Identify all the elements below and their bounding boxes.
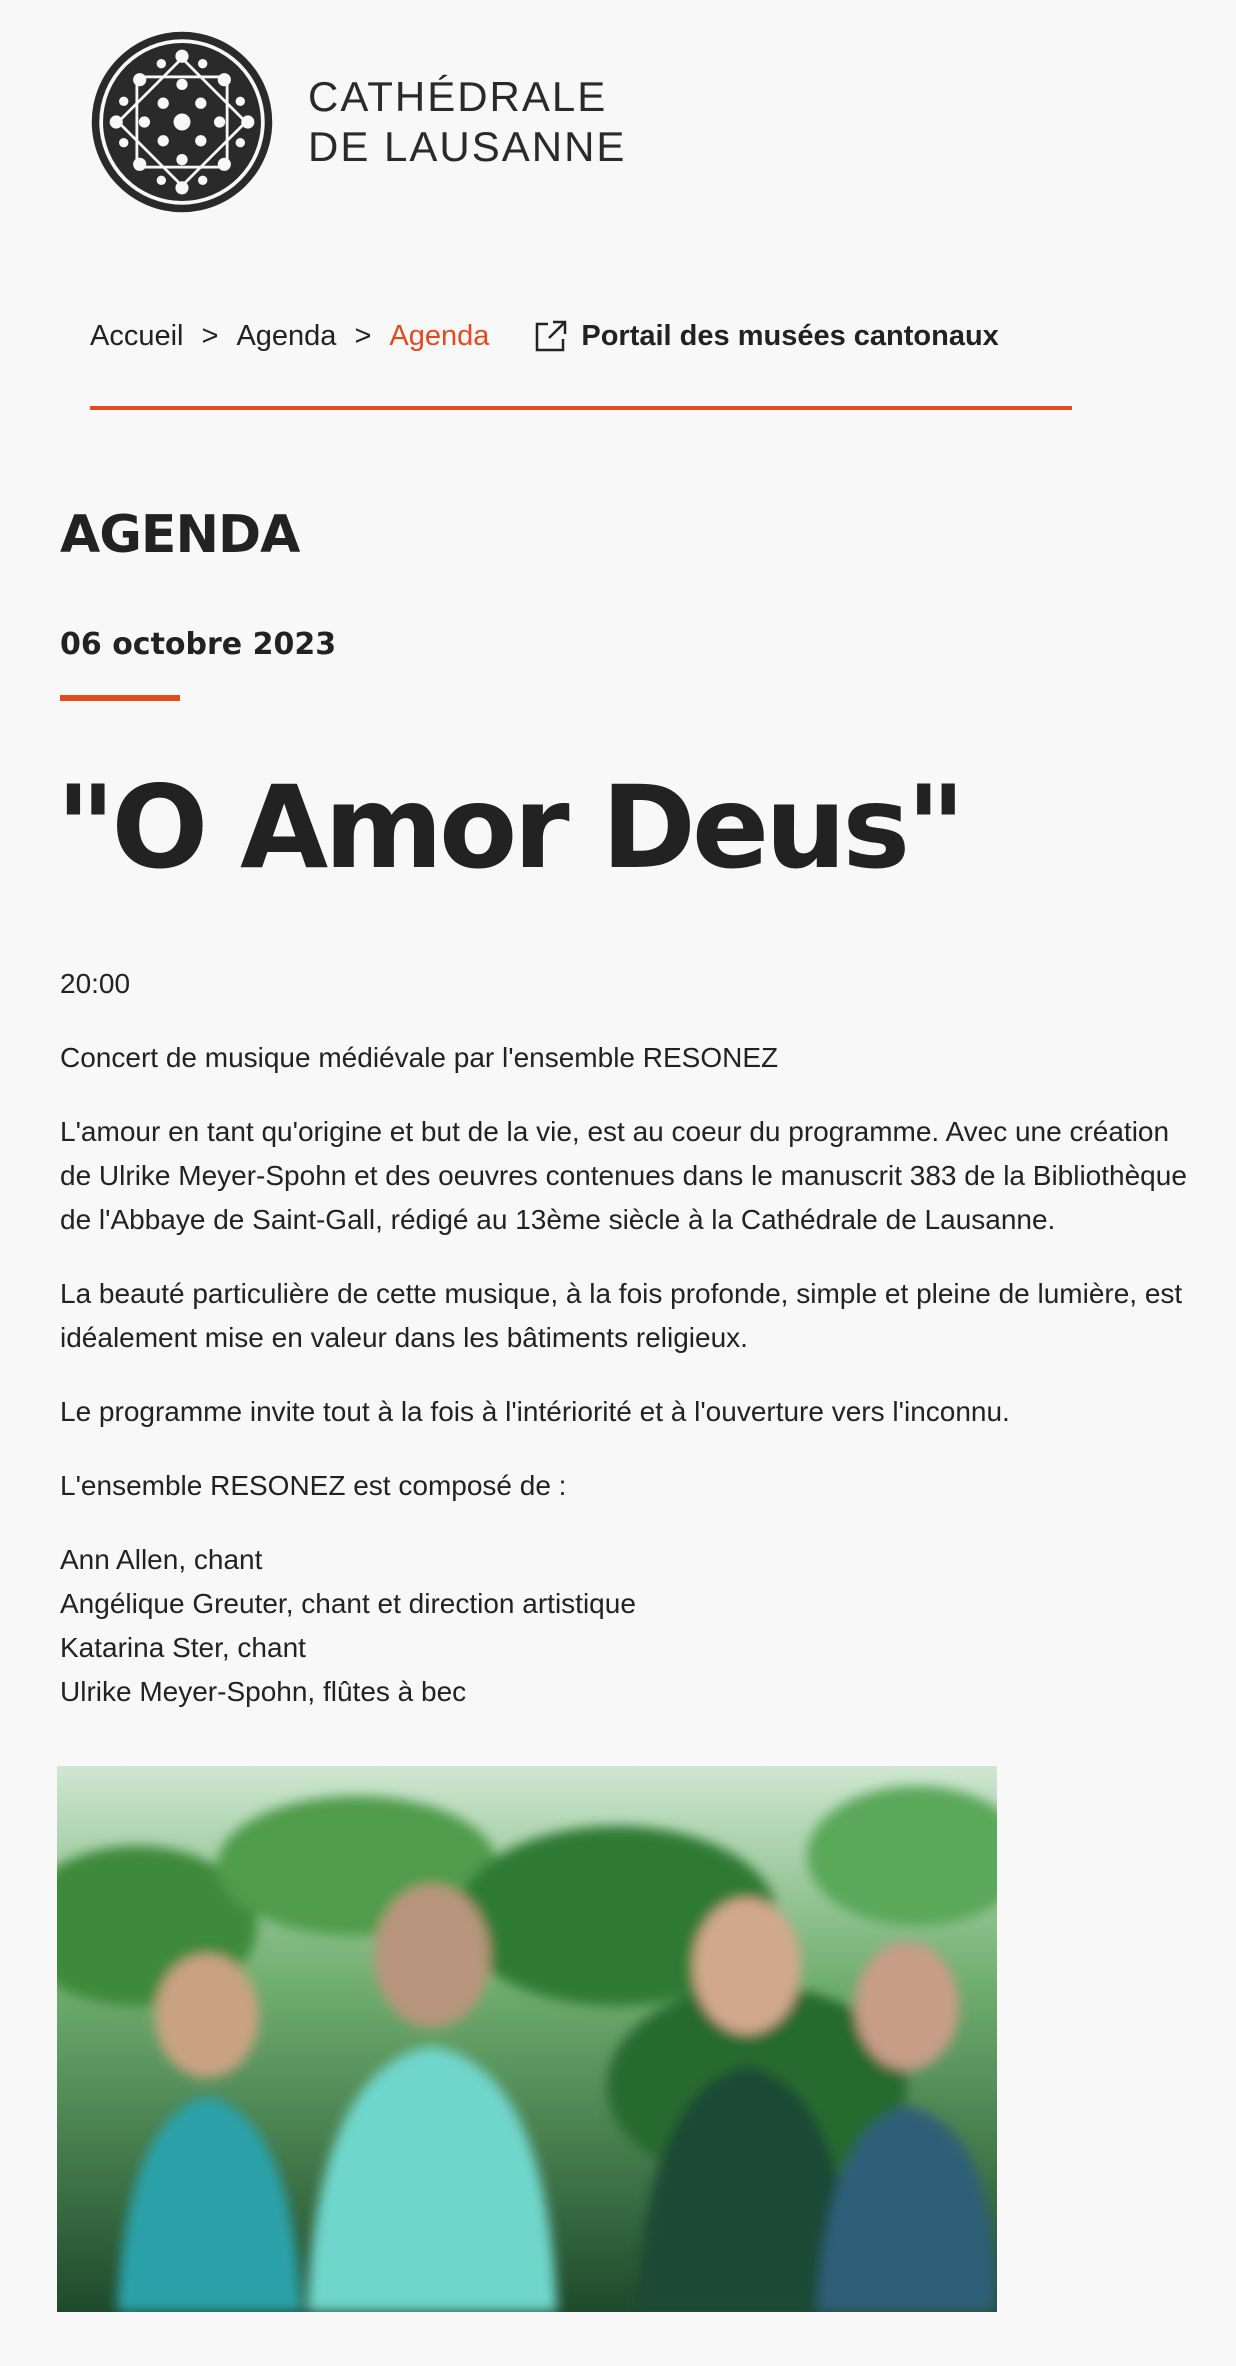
breadcrumb-separator: > (201, 319, 219, 352)
logo-line-2: DE LAUSANNE (308, 123, 627, 170)
breadcrumb-home-link[interactable]: Accueil (90, 319, 184, 352)
event-date: 06 octobre 2023 (60, 627, 337, 662)
member-item: Ulrike Meyer-Spohn, flûtes à bec (60, 1676, 467, 1707)
ensemble-intro: L'ensemble RESONEZ est composé de : (60, 1470, 567, 1501)
section-title: AGENDA (60, 505, 300, 565)
member-item: Katarina Ster, chant (60, 1632, 306, 1663)
logo-line-1: CATHÉDRALE (308, 73, 608, 120)
external-link-icon (533, 318, 569, 354)
event-title: "O Amor Deus" (56, 761, 962, 894)
ensemble-photo (57, 1766, 997, 2312)
breadcrumb-separator: > (354, 319, 372, 352)
breadcrumb-agenda-link[interactable]: Agenda (236, 319, 337, 352)
member-item: Ann Allen, chant (60, 1544, 263, 1575)
breadcrumb (90, 318, 999, 354)
portal-link[interactable] (533, 318, 998, 354)
description-paragraph: Le programme invite tout à la fois à l'intériorité et à l'ouverture vers l'inconnu. (60, 1396, 1010, 1427)
member-list (60, 1538, 1200, 1714)
site-logo[interactable] (88, 28, 626, 216)
rose-window-logo-icon (88, 28, 276, 216)
logo-text (308, 72, 626, 172)
description-paragraph: L'amour en tant qu'origine et but de la vie, est au coeur du programme. Avec une création de Ulrike Meyer-Spohn et des oeuvres contenues dans le manuscrit 383 de la Bibliothèque de l'Abbaye de Saint-Gall, rédigé au 13ème siècle à la Cathédrale de Lausanne. (60, 1116, 1187, 1235)
event-subtitle: Concert de musique médiévale par l'ensemble RESONEZ (60, 1042, 779, 1073)
breadcrumb-current: Agenda (389, 319, 490, 352)
event-time: 20:00 (60, 968, 131, 999)
breadcrumb-divider (90, 406, 1072, 410)
portal-link-label: Portail des musées cantonaux (581, 319, 999, 352)
date-divider (60, 695, 180, 701)
member-item: Angélique Greuter, chant et direction artistique (60, 1588, 636, 1619)
event-description (60, 962, 1200, 1714)
description-paragraph: La beauté particulière de cette musique, à la fois profonde, simple et pleine de lumière, est idéalement mise en valeur dans les bâtiments religieux. (60, 1278, 1183, 1353)
